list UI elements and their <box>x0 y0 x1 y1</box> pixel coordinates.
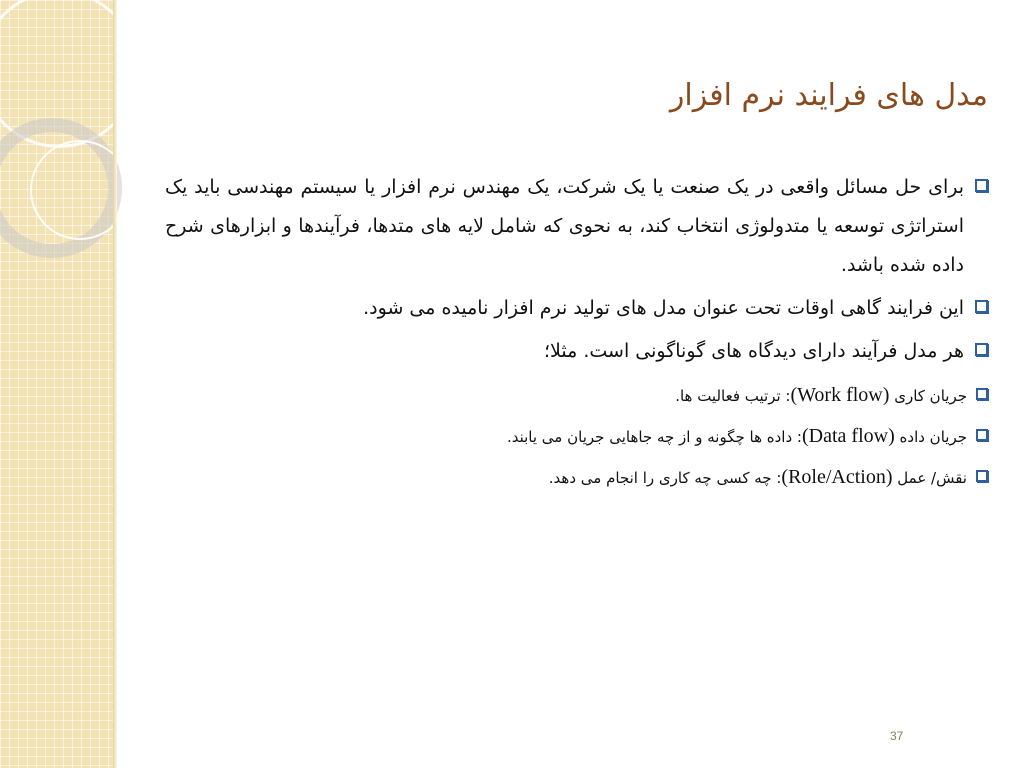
sub-bullet-list <box>165 375 988 498</box>
bullet-text: این فرایند گاهی اوقات تحت عنوان مدل های تولید نرم افزار نامیده می شود. <box>363 297 964 319</box>
square-bullet-icon <box>976 429 988 441</box>
square-bullet-icon <box>975 343 988 356</box>
bullet-text: هر مدل فرآیند دارای دیدگاه های گوناگونی است. مثلا؛ <box>544 340 964 362</box>
sub-bullet-label: جریان داده <box>899 428 967 446</box>
bullet-item <box>165 332 988 371</box>
sub-bullet-desc: : ترتیب فعالیت ها. <box>675 387 791 405</box>
bullet-text: برای حل مسائل واقعی در یک صنعت یا یک شرکت، یک مهندس نرم افزار یا سیستم مهندسی باید یک استراتژی توسعه یا متدولوژی انتخاب کند، به نحوی که شامل لایه های متدها، فرآیندها و ابزارهای شرح داده شده باشد. <box>165 176 964 276</box>
side-panel-edge <box>113 0 117 768</box>
decorative-side-panel <box>0 0 113 768</box>
square-bullet-icon <box>975 179 988 192</box>
sub-bullet-item <box>165 375 988 416</box>
sub-bullet-term: (Role/Action) <box>781 466 893 488</box>
sub-bullet-desc: : چه کسی چه کاری را انجام می دهد. <box>548 469 782 487</box>
sub-bullet-item <box>165 457 988 498</box>
slide-content <box>165 168 988 498</box>
sub-bullet-term: (Data flow) <box>801 425 895 447</box>
sub-bullet-label: جریان کاری <box>894 387 967 405</box>
page-number: 37 <box>890 729 904 743</box>
sub-bullet-label: نقش/ عمل <box>897 469 967 487</box>
bullet-item <box>165 168 988 285</box>
square-bullet-icon <box>975 300 988 313</box>
bullet-item <box>165 289 988 328</box>
slide-title: مدل های فرایند نرم افزار <box>669 78 988 113</box>
sub-bullet-desc: : داده ها چگونه و از چه جاهایی جریان می یابند. <box>506 428 802 446</box>
square-bullet-icon <box>976 388 988 400</box>
sub-bullet-term: (Work flow) <box>790 384 890 406</box>
square-bullet-icon <box>976 470 988 482</box>
sub-bullet-item <box>165 416 988 457</box>
